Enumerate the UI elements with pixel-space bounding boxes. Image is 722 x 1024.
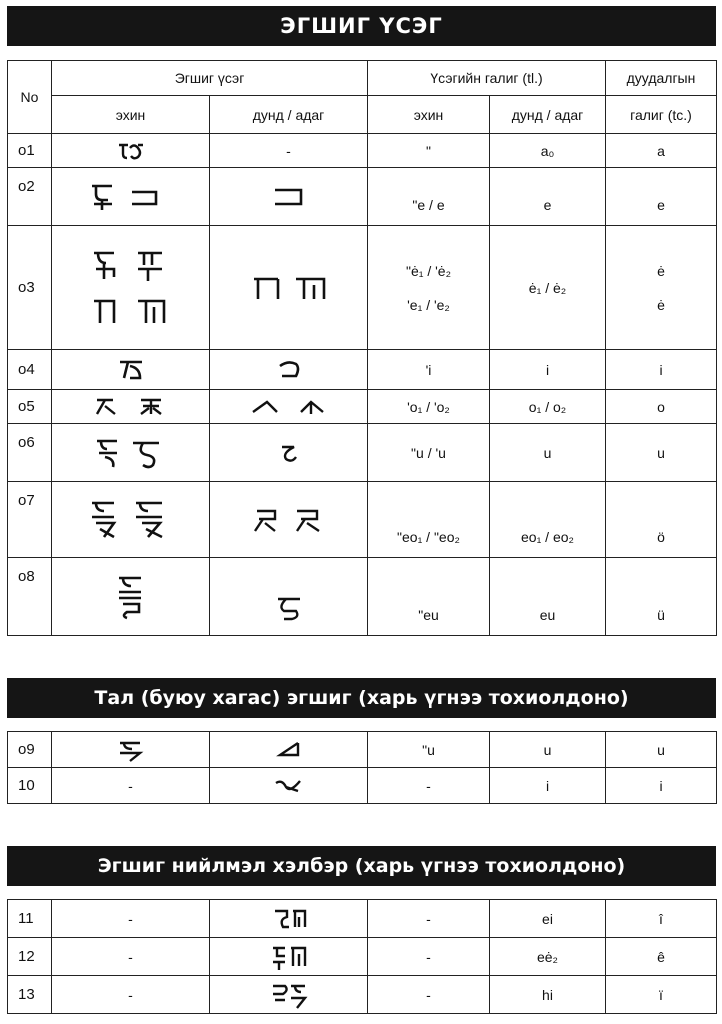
vowel-table: [7, 60, 717, 636]
medial-form: -: [210, 134, 368, 168]
tc-value: ü: [606, 558, 717, 636]
row-number: o1: [8, 134, 52, 168]
row-number: o7: [8, 482, 52, 558]
compound-vowel-table: [7, 899, 717, 1014]
tl-medial: u: [490, 424, 606, 482]
script-glyph: [210, 168, 368, 226]
script-glyph: [210, 732, 368, 768]
tl-initial: "ė₁ / 'ė₂: [405, 262, 452, 279]
tl-initial: "u / 'u: [368, 424, 490, 482]
tl-initial: -: [368, 976, 490, 1014]
table-row: [8, 168, 717, 226]
header-tl-initial: эхин: [368, 96, 490, 134]
script-glyph: [52, 558, 210, 636]
tc-value: ê: [606, 938, 717, 976]
tl-medial: eė₂: [490, 938, 606, 976]
semi-vowel-table: [7, 731, 717, 804]
tc-value: o: [606, 390, 717, 424]
header-medial-final: дунд / адаг: [210, 96, 368, 134]
tl-medial: e: [490, 168, 606, 226]
script-glyph: [210, 482, 368, 558]
tc-value: u: [606, 424, 717, 482]
section-title-semi-vowels: Тал (буюу хагас) эгшиг (харь үгнээ тохиолдоно): [7, 678, 716, 718]
table-row: [8, 390, 717, 424]
tl-medial: i: [490, 350, 606, 390]
tl-initial: 'e₁ / 'e₂: [407, 296, 450, 313]
header-vowel-letter: Эгшиг үсэг: [52, 61, 368, 96]
tl-initial: "e / e: [368, 168, 490, 226]
script-glyph: [52, 424, 210, 482]
initial-form: -: [52, 938, 210, 976]
tl-initial: "u: [368, 732, 490, 768]
tl-initial: 'i: [368, 350, 490, 390]
table-row: [8, 558, 717, 636]
tl-initial: ": [368, 134, 490, 168]
row-number: o5: [8, 390, 52, 424]
row-number: 11: [8, 900, 52, 938]
tc-cell: [606, 226, 717, 350]
row-number: 13: [8, 976, 52, 1014]
script-glyph: [52, 134, 210, 168]
script-glyph: [52, 350, 210, 390]
table-row: [8, 732, 717, 768]
initial-form: -: [52, 768, 210, 804]
header-pronunciation: дуудалгын: [606, 61, 717, 96]
tc-value: i: [606, 768, 717, 804]
tl-initial: "eo₁ / "eo₂: [368, 482, 490, 558]
script-glyph: [52, 226, 210, 350]
table-row: [8, 134, 717, 168]
tl-medial: ė₁ / ė₂: [490, 226, 606, 350]
script-glyph: [210, 768, 368, 804]
tl-medial: i: [490, 768, 606, 804]
script-glyph: [210, 226, 368, 350]
table-row: [8, 938, 717, 976]
row-number: 12: [8, 938, 52, 976]
table-row: [8, 350, 717, 390]
tl-medial: o₁ / o₂: [490, 390, 606, 424]
table-row: [8, 768, 717, 804]
tl-medial: hi: [490, 976, 606, 1014]
row-number: o6: [8, 424, 52, 482]
header-initial: эхин: [52, 96, 210, 134]
initial-form: -: [52, 976, 210, 1014]
tc-value: u: [606, 732, 717, 768]
tl-medial: a₀: [490, 134, 606, 168]
tl-medial: eu: [490, 558, 606, 636]
tc-value: ï: [606, 976, 717, 1014]
tl-medial: u: [490, 732, 606, 768]
tl-initial-cell: [368, 226, 490, 350]
tc-value: a: [606, 134, 717, 168]
script-glyph: [210, 976, 368, 1014]
tc-value: ė: [657, 296, 665, 313]
initial-form: -: [52, 900, 210, 938]
row-number: o2: [8, 168, 52, 226]
tl-initial: 'o₁ / 'o₂: [368, 390, 490, 424]
script-glyph: [210, 390, 368, 424]
tl-initial: -: [368, 768, 490, 804]
section-title-compound-vowels: Эгшиг нийлмэл хэлбэр (харь үгнээ тохиолдоно): [7, 846, 716, 886]
table-row: [8, 976, 717, 1014]
row-number: o9: [8, 732, 52, 768]
header-tc: галиг (tc.): [606, 96, 717, 134]
row-number: o3: [8, 226, 52, 350]
script-glyph: [52, 390, 210, 424]
tc-value: i: [606, 350, 717, 390]
header-transliteration: Үсэгийн галиг (tl.): [368, 61, 606, 96]
header-tl-medial-final: дунд / адаг: [490, 96, 606, 134]
tl-medial: ei: [490, 900, 606, 938]
section-title-vowels: ЭГШИГ ҮСЭГ: [7, 6, 716, 46]
tl-initial: -: [368, 938, 490, 976]
script-glyph: [52, 168, 210, 226]
script-glyph: [52, 732, 210, 768]
tc-value: ö: [606, 482, 717, 558]
table-row: [8, 424, 717, 482]
row-number: o8: [8, 558, 52, 636]
tl-initial: -: [368, 900, 490, 938]
row-number: 10: [8, 768, 52, 804]
row-number: o4: [8, 350, 52, 390]
script-glyph: [210, 938, 368, 976]
script-glyph: [210, 350, 368, 390]
table-row: [8, 482, 717, 558]
tl-initial: "eu: [368, 558, 490, 636]
tc-value: î: [606, 900, 717, 938]
script-glyph: [210, 424, 368, 482]
tc-value: ė: [657, 262, 665, 279]
script-glyph: [52, 482, 210, 558]
tc-value: e: [606, 168, 717, 226]
header-no: No: [8, 61, 52, 134]
table-row: [8, 226, 717, 350]
script-glyph: [210, 558, 368, 636]
tl-medial: eo₁ / eo₂: [490, 482, 606, 558]
table-row: [8, 900, 717, 938]
script-glyph: [210, 900, 368, 938]
